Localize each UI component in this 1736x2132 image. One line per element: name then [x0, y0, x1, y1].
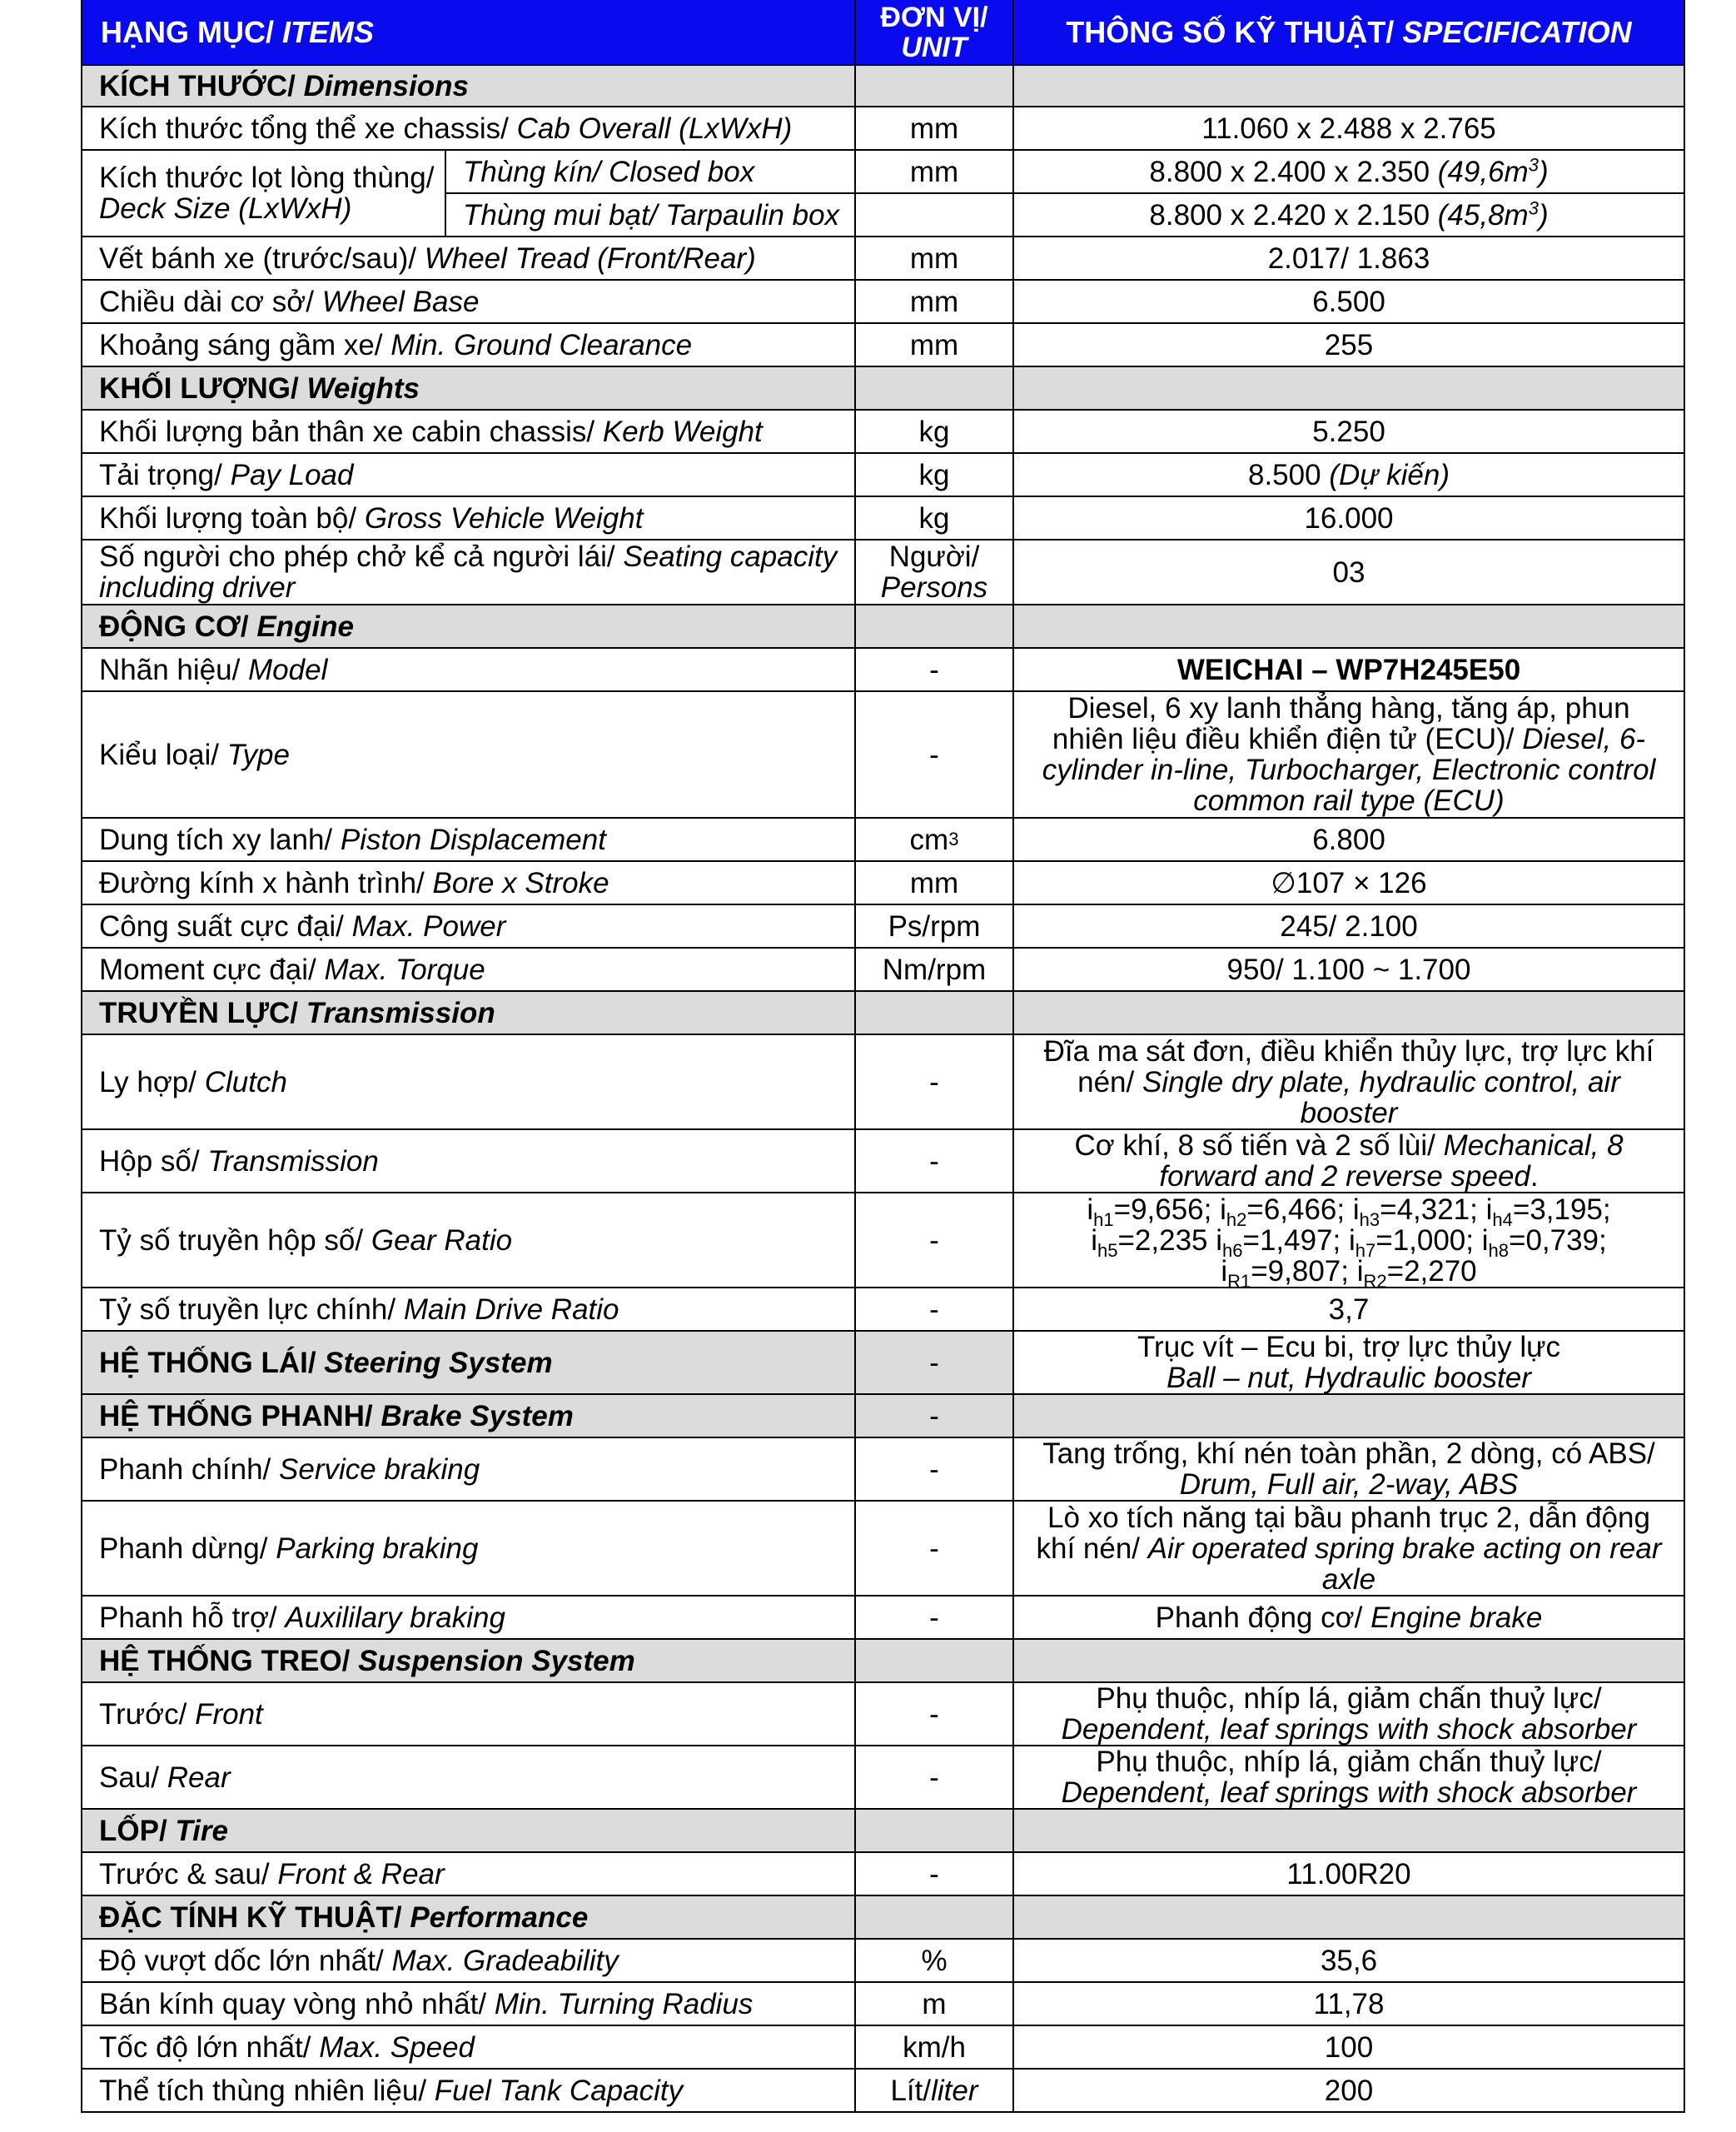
table-row: Hộp số/ Transmission - Cơ khí, 8 số tiến và 2 số lùi/ Mechanical, 8 forward and 2 reverse speed. — [81, 1130, 1685, 1193]
table-row: Chiều dài cơ sở/ Wheel Base mm 6.500 — [81, 281, 1685, 324]
gear-ratio-item: $i_{R2}=2,270$ — [1356, 1254, 1477, 1292]
table-row: Độ vượt dốc lớn nhất/ Max. Gradeability % 35,6 — [81, 1940, 1685, 1983]
gear-ratio-item: $i_{h8}=0,739$; — [1481, 1223, 1607, 1261]
section-performance: ĐẶC TÍNH KỸ THUẬT/ Performance — [81, 1896, 1685, 1940]
section-tire: LỐP/ Tire — [81, 1810, 1685, 1853]
table-row: Bán kính quay vòng nhỏ nhất/ Min. Turning Radius m 11,78 — [81, 1983, 1685, 2026]
gear-ratio-line — [1087, 1223, 1610, 1261]
tarpaulin-box-value: 8.800 x 2.420 x 2.150 $(45,8m^3)$ — [1014, 192, 1684, 236]
table-row: Công suất cực đại/ Max. Power Ps/rpm 245/ 2.100 — [81, 905, 1685, 949]
gear-ratio-item: $i_{h5}=2,235$ — [1091, 1223, 1216, 1261]
table-row: Nhãn hiệu/ Model - WEICHAI – WP7H245E50 — [81, 649, 1685, 692]
gear-ratio-line — [1087, 1254, 1610, 1292]
gear-ratio-item: $i_{h3}=4,321$; — [1352, 1193, 1486, 1230]
table-row: Moment cực đại/ Max. Torque Nm/rpm 950/ 1.100 ~ 1.700 — [81, 949, 1685, 992]
table-row-deck: Kích thước lọt lòng thùng/ Deck Size (LxWxH) Thùng kín/ Closed box Thùng mui bạt/ Tarpaulin box mm 8.800 x 2.400 x 2.350 $(49,6m^3)$ 8.800 x 2.420 x 2.150 $(45,8m^3)$ — [81, 151, 1685, 237]
gear-ratio-list — [1087, 1193, 1611, 1292]
table-row: Đường kính x hành trình/ Bore x Stroke mm ∅107 × 126 — [81, 862, 1685, 905]
table-row: Vết bánh xe (trước/sau)/ Wheel Tread (Front/Rear) mm 2.017/ 1.863 — [81, 237, 1685, 281]
section-transmission: TRUYỀN LỰC/ Transmission — [81, 992, 1685, 1035]
gear-ratio-line — [1087, 1193, 1611, 1230]
spec-header: THÔNG SỐ KỸ THUẬT/ SPECIFICATION — [1014, 0, 1685, 64]
closed-box-label: Thùng kín/ Closed box — [463, 155, 755, 188]
table-row: Kiểu loại/ Type - Diesel, 6 xy lanh thẳng hàng, tăng áp, phun nhiên liệu điều khiển điện tử (ECU)/ Diesel, 6-cylinder in-line, Turbocharger, Electronic control common rail type (ECU) — [81, 692, 1685, 819]
gear-ratio-item: $i_{h2}=6,466$; — [1220, 1193, 1353, 1230]
closed-box-value: 8.800 x 2.400 x 2.350 $(49,6m^3)$ — [1149, 153, 1549, 188]
section-suspension: HỆ THỐNG TREO/ Suspension System — [81, 1640, 1685, 1683]
table-row: Phanh dừng/ Parking braking - Lò xo tích năng tại bầu phanh trục 2, dẫn động khí nén/ Air operated spring brake acting on rear axle — [81, 1502, 1685, 1597]
table-row: Ly hợp/ Clutch - Đĩa ma sát đơn, điều khiển thủy lực, trợ lực khí nén/ Single dry plate, hydraulic control, air booster — [81, 1035, 1685, 1130]
table-row: Khoảng sáng gầm xe/ Min. Ground Clearance mm 255 — [81, 324, 1685, 367]
table-row: Tỷ số truyền hộp số/ Gear Ratio - $i_{h1}=9,656$; $i_{h2}=6,466$; $i_{h3}=4,321$; $i_{h4}=3,195$; $i_{h5}=2,235$ $i_{h6}=1,497$; $i_{h7}=1,000$; $i_{h8}=0,739$; $i_{R1}=9,807$; $i_{R2}=2,270$ — [81, 1193, 1685, 1288]
tarpaulin-box-label: Thùng mui bạt/ Tarpaulin box — [446, 192, 854, 236]
table-row: Trước & sau/ Front & Rear - 11.00R20 — [81, 1853, 1685, 1896]
table-row: Tốc độ lớn nhất/ Max. Speed km/h 100 — [81, 2026, 1685, 2070]
table-row: Khối lượng toàn bộ/ Gross Vehicle Weight kg 16.000 — [81, 497, 1685, 540]
gear-ratio-item: $i_{h6}=1,497$; — [1216, 1223, 1349, 1261]
section-dimensions: KÍCH THƯỚC/ Dimensions — [81, 66, 1685, 107]
table-row: Phanh hỗ trợ/ Auxililary braking - Phanh động cơ/ Engine brake — [81, 1597, 1685, 1640]
gear-ratio-item: $i_{h7}=1,000$; — [1348, 1223, 1482, 1261]
section-engine: ĐỘNG CƠ/ Engine — [81, 605, 1685, 649]
deck-label: Kích thước lọt lòng thùng/ Deck Size (LxWxH) — [82, 151, 446, 236]
unit-header: ĐƠN VỊ/ UNIT — [856, 0, 1014, 64]
table-row: Trước/ Front - Phụ thuộc, nhíp lá, giảm chấn thuỷ lực/ Dependent, leaf springs with shock absorber — [81, 1683, 1685, 1746]
section-steering: HỆ THỐNG LÁI/ Steering System - Trục vít – Ecu bi, trợ lực thủy lực Ball – nut, Hydraulic booster — [81, 1332, 1685, 1395]
table-row: Kích thước tổng thể xe chassis/ Cab Overall (LxWxH) mm 11.060 x 2.488 x 2.765 — [81, 107, 1685, 151]
gear-ratio-item: $i_{R1}=9,807$; — [1221, 1254, 1357, 1292]
table-row: Dung tích xy lanh/ Piston Displacement cm 3 6.800 — [81, 819, 1685, 862]
table-row: Thể tích thùng nhiên liệu/ Fuel Tank Capacity Lít/ liter 200 — [81, 2070, 1685, 2113]
table-row: Tỷ số truyền lực chính/ Main Drive Ratio - 3,7 — [81, 1288, 1685, 1332]
gear-ratio-item: $i_{h1}=9,656$; — [1087, 1193, 1221, 1230]
gear-ratio-item: $i_{h4}=3,195$; — [1485, 1193, 1611, 1230]
table-header — [81, 0, 1685, 66]
spec-table — [81, 0, 1685, 2113]
table-row: Sau/ Rear - Phụ thuộc, nhíp lá, giảm chấn thuỷ lực/ Dependent, leaf springs with shock absorber — [81, 1746, 1685, 1810]
section-brake: HỆ THỐNG PHANH/ Brake System - — [81, 1395, 1685, 1438]
section-weights: KHỐI LƯỢNG/ Weights — [81, 367, 1685, 411]
table-row: Khối lượng bản thân xe cabin chassis/ Kerb Weight kg 5.250 — [81, 411, 1685, 454]
table-row: Phanh chính/ Service braking - Tang trống, khí nén toàn phần, 2 dòng, có ABS/ Drum, Full air, 2-way, ABS — [81, 1438, 1685, 1502]
table-row: Tải trọng/ Pay Load kg 8.500 (Dự kiến) — [81, 454, 1685, 497]
table-row: Số người cho phép chở kể cả người lái/ Seating capacity including driver Người/ Persons 03 — [81, 540, 1685, 605]
items-header: HẠNG MỤC/ ITEMS — [81, 0, 856, 64]
